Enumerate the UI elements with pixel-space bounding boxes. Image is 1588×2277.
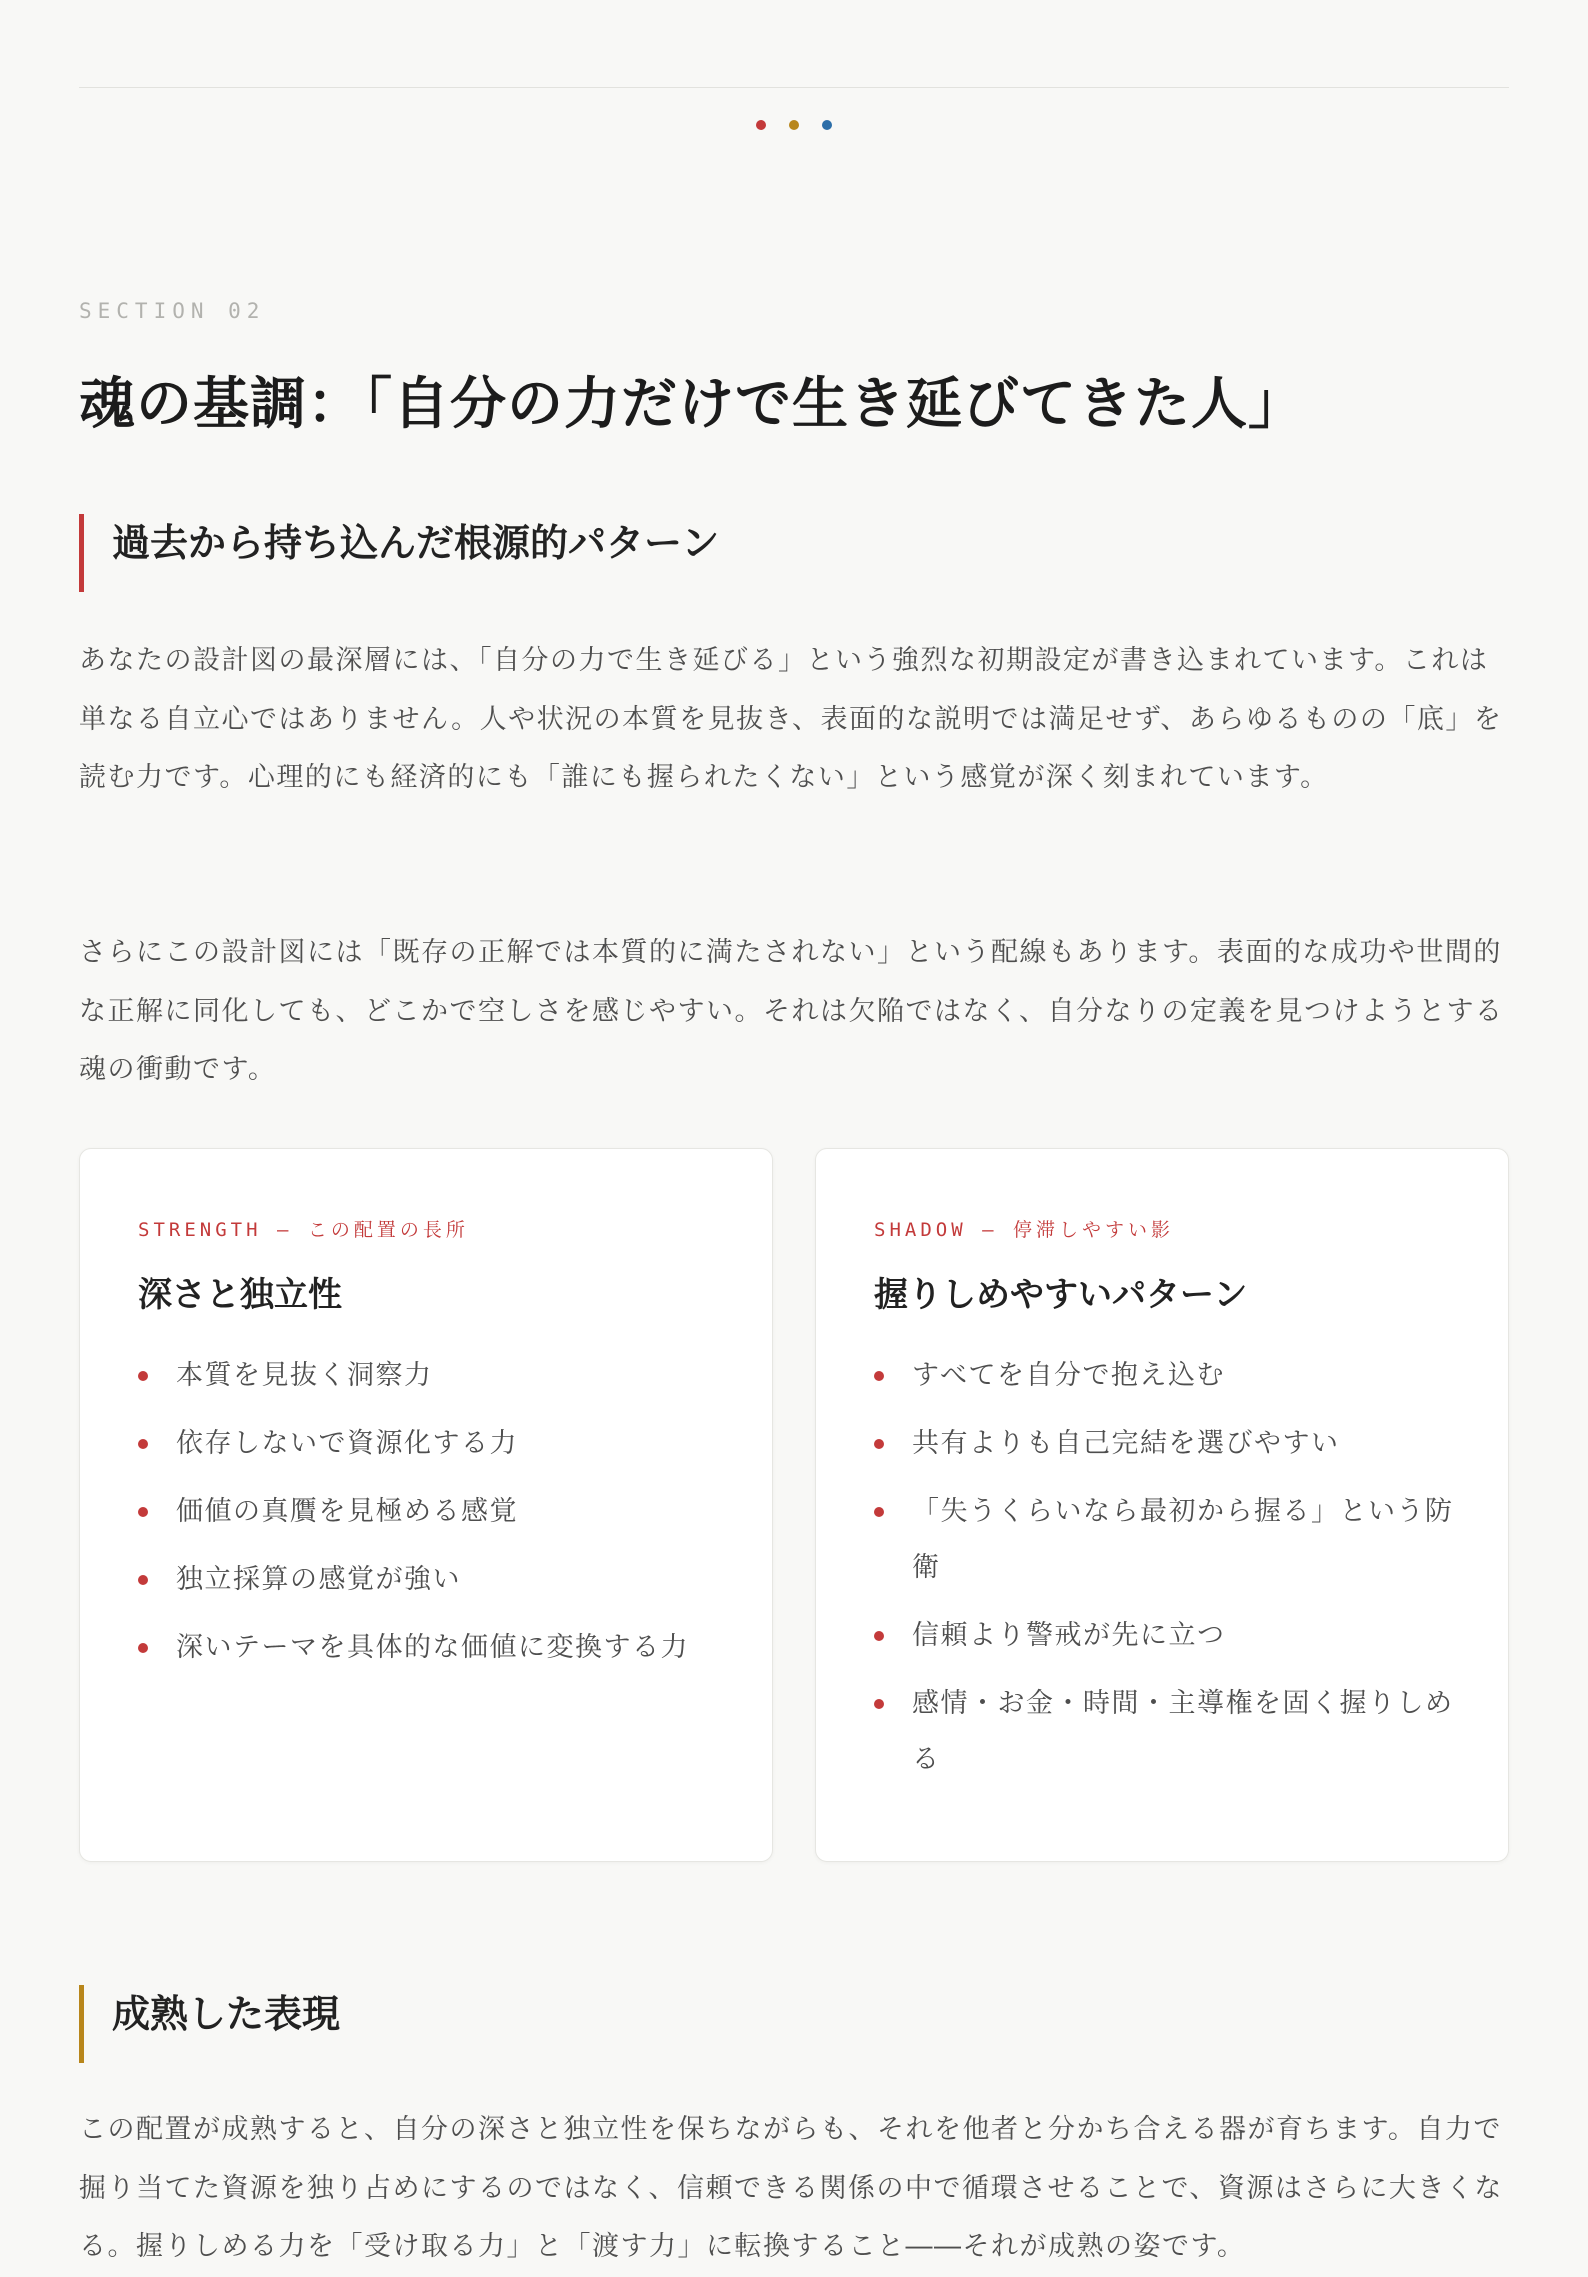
divider-dots xyxy=(79,120,1509,132)
bullet-icon xyxy=(874,1439,884,1449)
divider-dot-red xyxy=(756,120,766,130)
list-item-text: 本質を見抜く洞察力 xyxy=(176,1360,433,1391)
list-item xyxy=(874,1484,1454,1596)
paragraph-origin-1: あなたの設計図の最深層には、「自分の力で生き延びる」という強烈な初期設定が書き込まれています。これは単なる自立心ではありません。人や状況の本質を見抜き、表面的な説明では満足せず、あらゆるものの「底」を読む力です。心理的にも経済的にも「誰にも握られたくない」という感覚が深く刻まれています。 xyxy=(79,645,1503,793)
list-item xyxy=(138,1552,718,1608)
strength-kicker: STRENGTH — この配置の長所 xyxy=(138,1219,469,1241)
divider-dot-gold xyxy=(789,120,799,130)
section-title: 魂の基調：「自分の力だけで生き延びてきた人」 xyxy=(79,371,1305,437)
list-item xyxy=(874,1416,1454,1472)
bullet-icon xyxy=(138,1643,148,1653)
subsection-heading-origin: 過去から持ち込んだ根源的パターン xyxy=(79,516,719,570)
bullet-icon xyxy=(138,1439,148,1449)
divider-dot-blue xyxy=(822,120,832,130)
paragraph-mature-1: この配置が成熟すると、自分の深さと独立性を保ちながらも、それを他者と分かち合える器が育ちます。自力で掘り当てた資源を独り占めにするのではなく、信頼できる関係の中で循環させることで、資源はさらに大きくなる。握りしめる力を「受け取る力」と「渡す力」に転換すること――それが成熟の姿です。 xyxy=(79,2114,1503,2262)
list-item-text: 独立採算の感覚が強い xyxy=(176,1564,461,1595)
strength-card xyxy=(79,1148,773,1862)
list-item xyxy=(874,1348,1454,1404)
bullet-icon xyxy=(874,1371,884,1381)
list-item-text: 深いテーマを具体的な価値に変換する力 xyxy=(176,1632,689,1663)
bullet-icon xyxy=(138,1507,148,1517)
shadow-title: 握りしめやすいパターン xyxy=(874,1275,1248,1315)
list-item-text: 信頼より警戒が先に立つ xyxy=(912,1620,1226,1651)
list-item xyxy=(138,1484,718,1540)
top-divider xyxy=(79,87,1509,88)
list-item xyxy=(138,1416,718,1472)
list-item xyxy=(138,1620,718,1676)
section-label: SECTION 02 xyxy=(79,299,266,323)
list-item xyxy=(874,1608,1454,1664)
paragraph-origin-2: さらにこの設計図には「既存の正解では本質的に満たされない」という配線もあります。表面的な成功や世間的な正解に同化しても、どこかで空しさを感じやすい。それは欠陥ではなく、自分なりの定義を見つけようとする魂の衝動です。 xyxy=(79,937,1504,1085)
list-item-text: すべてを自分で抱え込む xyxy=(912,1360,1225,1391)
list-item xyxy=(138,1348,718,1404)
shadow-list xyxy=(874,1348,1454,1800)
bullet-icon xyxy=(874,1507,884,1517)
list-item-text: 「失うくらいなら最初から握る」という防衛 xyxy=(912,1496,1454,1583)
subsection-heading-mature: 成熟した表現 xyxy=(79,1987,340,2041)
bullet-icon xyxy=(874,1699,884,1709)
bullet-icon xyxy=(874,1631,884,1641)
list-item xyxy=(874,1676,1454,1788)
shadow-card xyxy=(815,1148,1509,1862)
shadow-kicker: SHADOW — 停滞しやすい影 xyxy=(874,1219,1174,1241)
bullet-icon xyxy=(138,1371,148,1381)
list-item-text: 依存しないで資源化する力 xyxy=(176,1428,518,1459)
list-item-text: 感情・お金・時間・主導権を固く握りしめる xyxy=(912,1688,1454,1775)
strength-title: 深さと独立性 xyxy=(138,1275,342,1315)
strength-list xyxy=(138,1348,718,1688)
list-item-text: 共有よりも自己完結を選びやすい xyxy=(912,1428,1340,1459)
list-item-text: 価値の真贋を見極める感覚 xyxy=(176,1496,518,1527)
bullet-icon xyxy=(138,1575,148,1585)
